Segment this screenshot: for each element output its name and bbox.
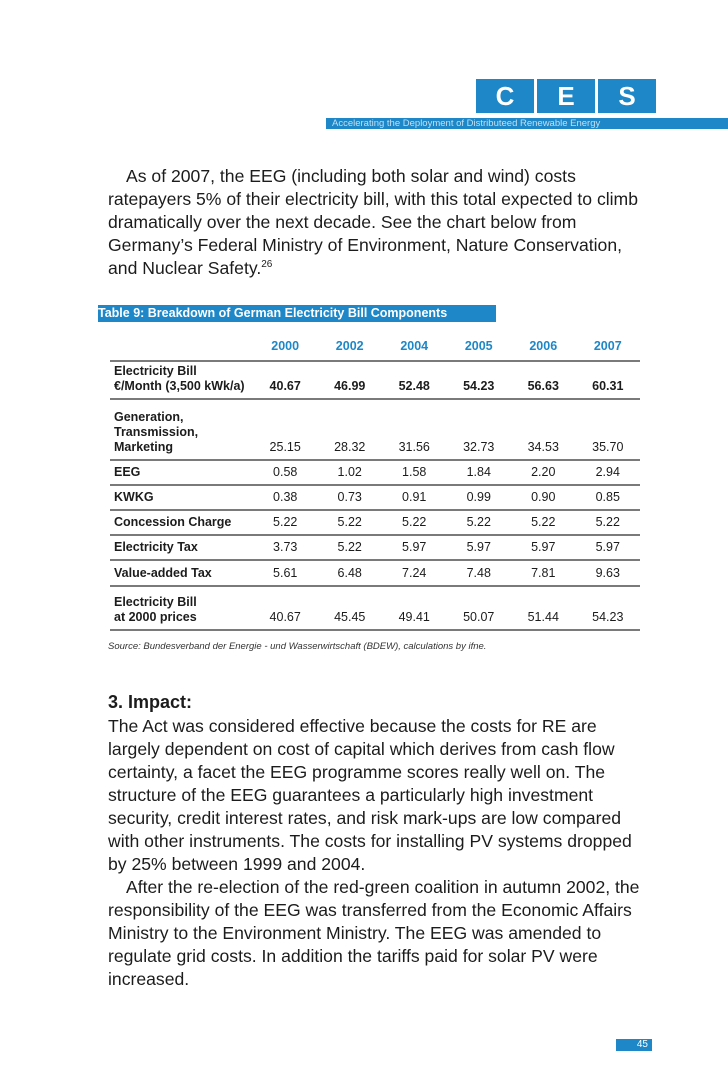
table-cell: 34.53 [527,440,559,454]
impact-paragraph-1: The Act was considered effective because the costs for RE are largely dependent on cost of capital which derives from cash flow certainty, a facet the EEG programme scores really well on. The structure of the EEG guarantees a particularly high investment security, credit interest rates, and risk mark-ups are low compared with other instruments. The costs for installing PV systems dropped by 25% between 1999 and 2004. [108,716,632,874]
table-cell: 40.67 [269,610,301,624]
table-cell: 5.22 [595,515,620,529]
table-cell: 0.58 [273,465,298,479]
table-cell: 5.22 [273,515,298,529]
column-header: 2000 [271,339,300,353]
table-row [110,511,640,536]
table-cell: 2.94 [595,465,620,479]
table-cell: 1.58 [402,465,427,479]
table-header-row [110,333,640,362]
column-header: 2006 [529,339,558,353]
table-cell: 46.99 [334,379,366,393]
bill-components-table [110,333,640,631]
logo-letter-e: E [537,79,595,113]
table-cell: 5.97 [531,540,556,554]
row-label: Electricity Bill €/Month (3,500 kWk/a) [114,364,245,393]
table-cell: 5.22 [337,515,362,529]
table-cell: 0.73 [337,490,362,504]
table-cell: 32.73 [463,440,495,454]
table-cell: 45.45 [334,610,366,624]
table-cell: 5.97 [595,540,620,554]
impact-paragraphs [108,715,648,991]
table-cell: 5.61 [273,566,298,580]
table-row [110,587,640,631]
table-cell: 5.97 [402,540,427,554]
table-cell: 40.67 [269,379,301,393]
table-cell: 54.23 [463,379,495,393]
table-row [110,461,640,486]
table-cell: 52.48 [398,379,430,393]
table-cell: 31.56 [398,440,430,454]
table-cell: 1.84 [466,465,491,479]
table-cell: 0.85 [595,490,620,504]
column-header: 2005 [464,339,493,353]
table-cell: 3.73 [273,540,298,554]
table-row [110,536,640,561]
table-cell: 56.63 [527,379,559,393]
logo-letter-s: S [598,79,656,113]
row-label: Generation, Transmission, Marketing [114,410,199,454]
row-label: KWKG [114,490,154,504]
column-header: 2004 [400,339,429,353]
table-cell: 7.81 [531,566,556,580]
page-number: 45 [616,1039,652,1051]
row-label: Concession Charge [114,515,232,529]
table-row [110,362,640,400]
ces-logo [476,79,659,113]
column-header: 2007 [593,339,622,353]
table-cell: 25.15 [269,440,301,454]
table-cell: 50.07 [463,610,495,624]
table-source-note: Source: Bundesverband der Energie - und Wasserwirtschaft (BDEW), calculations by ifne. [108,641,487,652]
table-cell: 5.22 [402,515,427,529]
header-tagline: Accelerating the Deployment of Distributeed Renewable Energy [326,118,728,129]
table-cell: 54.23 [592,610,624,624]
table-caption: Table 9: Breakdown of German Electricity Bill Components [98,305,496,322]
caption-divider [98,321,496,322]
header-empty-cell [110,345,253,349]
table-cell: 49.41 [398,610,430,624]
table-cell: 1.02 [337,465,362,479]
table-cell: 5.22 [337,540,362,554]
column-header: 2002 [335,339,364,353]
table-cell: 6.48 [337,566,362,580]
table-cell: 9.63 [595,566,620,580]
table-cell: 0.38 [273,490,298,504]
table-cell: 0.99 [466,490,491,504]
row-label: Electricity Tax [114,540,198,554]
table-cell: 2.20 [531,465,556,479]
table-cell: 5.22 [466,515,491,529]
table-cell: 51.44 [527,610,559,624]
table-row [110,561,640,587]
table-cell: 0.90 [531,490,556,504]
row-label: Value-added Tax [114,566,212,580]
footnote-ref: 26 [261,259,273,271]
table-cell: 7.24 [402,566,427,580]
table-cell: 5.22 [531,515,556,529]
table-cell: 28.32 [334,440,366,454]
logo-letter-c: C [476,79,534,113]
impact-paragraph-2: After the re-election of the red-green coalition in autumn 2002, the responsibility of the EEG was transferred from the Economic Affairs Ministry to the Environment Ministry. The EEG was amended to regulate grid costs. In addition the tariffs paid for solar PV were increased. [108,877,640,989]
table-cell: 5.97 [466,540,491,554]
table-cell: 35.70 [592,440,624,454]
intro-text: As of 2007, the EEG (including both solar and wind) costs ratepayers 5% of their electricity bill, with this total expected to climb dramatically over the next decade. See the chart below from Germany’s Federal Ministry of Environment, Nature Conservation, and Nuclear Safety. [108,166,638,278]
row-label: EEG [114,465,141,479]
intro-paragraph [108,165,648,280]
table-cell: 60.31 [592,379,624,393]
section-heading: 3. Impact: [108,692,193,712]
table-cell: 0.91 [402,490,427,504]
table-row [110,400,640,461]
row-label: Electricity Bill at 2000 prices [114,595,197,624]
table-row [110,486,640,511]
table-cell: 7.48 [466,566,491,580]
